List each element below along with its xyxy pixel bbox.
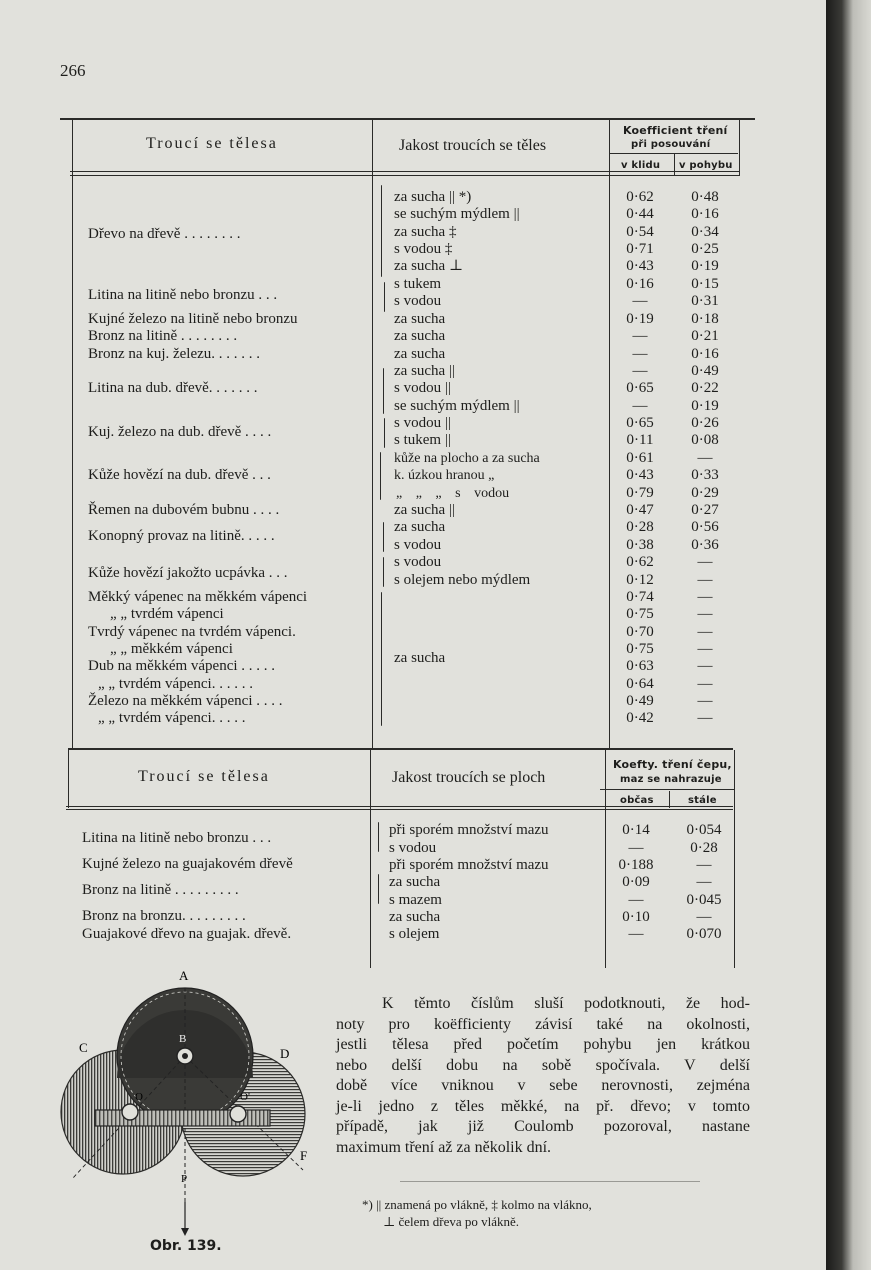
body-row: „ „ tvrdém vápenci — [110, 606, 224, 622]
value-cell: 0·42 — [626, 710, 654, 726]
arrow-head — [181, 1228, 189, 1236]
brace — [381, 185, 382, 277]
value-cell: 0·47 — [626, 502, 654, 518]
label-a: A — [179, 968, 189, 983]
paragraph-line: noty pro koëfficienty závisí také na okolnosti, — [336, 1015, 750, 1033]
table1-left-border — [72, 120, 73, 748]
figure-caption: Obr. 139. — [150, 1238, 222, 1254]
quality-row: za sucha || — [394, 363, 455, 379]
value-cell: 0·43 — [626, 258, 654, 274]
page-number: 266 — [60, 61, 86, 80]
value-cell: — — [632, 346, 648, 362]
value-cell: 0·44 — [626, 206, 654, 222]
quality-row: s olejem — [389, 926, 440, 942]
quality-row: za sucha — [389, 874, 441, 890]
body-row: Bronz na kuj. železu. . . . . . . — [88, 346, 261, 362]
table1-header-coef-2: při posouvání — [631, 139, 711, 150]
body-row: Konopný provaz na litině. . . . . — [88, 528, 275, 544]
value-cell: 0·19 — [691, 398, 719, 414]
table1-header-coef-1: Koefficient tření — [623, 124, 728, 137]
value-cell: 0·62 — [626, 554, 654, 570]
quality-row: se suchým mýdlem || — [394, 206, 520, 222]
value-cell: — — [697, 589, 713, 605]
quality-row: kůže na plocho a za sucha — [394, 451, 540, 466]
value-cell: 0·16 — [626, 276, 654, 292]
label-p: P — [181, 1173, 188, 1185]
body-row: Kuj. železo na dub. dřevě . . . . — [88, 424, 272, 440]
value-cell: 0·15 — [691, 276, 719, 292]
value-cell: 0·38 — [626, 537, 654, 553]
value-cell: — — [697, 676, 713, 692]
table2-right-border — [734, 750, 735, 968]
brace — [378, 874, 379, 904]
quality-row: při sporém množství mazu — [389, 857, 549, 873]
value-cell: 0·19 — [626, 311, 654, 327]
body-row: „ „ tvrdém vápenci. . . . . . — [98, 676, 253, 692]
value-cell: — — [632, 398, 648, 414]
value-cell: — — [697, 572, 713, 588]
body-row: Bronz na bronzu. . . . . . . . . — [82, 908, 246, 924]
value-cell: 0·22 — [691, 380, 719, 396]
paragraph-line: K těmto číslům sluší podotknouti, že hod- — [382, 995, 750, 1012]
quality-row: s tukem || — [394, 432, 451, 448]
brace — [378, 822, 379, 852]
value-cell: 0·70 — [626, 624, 654, 640]
value-cell: 0·54 — [626, 224, 654, 240]
table2-header-bodies: Troucí se tělesa — [138, 768, 270, 785]
value-cell: — — [697, 710, 713, 726]
body-row: Bronz na litině . . . . . . . . — [88, 328, 238, 344]
table2-col-divider-1 — [370, 750, 371, 968]
paragraph-line: je-li jedno z těles měkké, na př. dřevo; v tomto — [336, 1097, 750, 1115]
value-cell: 0·12 — [626, 572, 654, 588]
quality-row: za sucha — [394, 519, 446, 535]
quality-row: za sucha — [394, 311, 446, 327]
body-row: Kujné železo na guajakovém dřevě — [82, 856, 293, 872]
value-cell: 0·63 — [626, 658, 654, 674]
value-cell: — — [632, 293, 648, 309]
table1-header-motion: v pohybu — [679, 160, 733, 171]
body-row: Dřevo na dřevě . . . . . . . . — [88, 226, 241, 242]
table1-header-rest: v klidu — [621, 160, 661, 171]
value-cell: 0·09 — [622, 874, 650, 890]
quality-row: se suchým mýdlem || — [394, 398, 520, 414]
value-cell: 0·11 — [626, 432, 654, 448]
table1-bottom-rule — [68, 748, 733, 750]
body-row: Měkký vápenec na měkkém vápenci — [88, 589, 308, 605]
value-cell: — — [628, 892, 644, 908]
value-cell: 0·10 — [622, 909, 650, 925]
value-cell: — — [696, 909, 712, 925]
book-spine — [826, 0, 871, 1270]
value-cell: — — [632, 363, 648, 379]
value-cell: — — [628, 926, 644, 942]
table2-header-quality: Jakost troucích se ploch — [392, 769, 546, 786]
body-row: Kujné železo na litině nebo bronzu — [88, 311, 298, 327]
table1-header-rule-2 — [70, 175, 740, 176]
body-row: „ „ tvrdém vápenci. . . . . — [98, 710, 246, 726]
value-cell: 0·18 — [691, 311, 719, 327]
value-cell: 0·29 — [691, 485, 719, 501]
pivot-o — [122, 1104, 138, 1120]
paragraph-line: maximum tření až za několik dní. — [336, 1138, 552, 1156]
value-cell: 0·79 — [626, 485, 654, 501]
value-cell: 0·19 — [691, 258, 719, 274]
value-cell: 0·045 — [686, 892, 722, 908]
body-row: Kůže hovězí jakožto ucpávka . . . — [88, 565, 288, 581]
quality-row: za sucha — [394, 346, 446, 362]
brace — [384, 418, 385, 448]
quality-row: s vodou || — [394, 380, 451, 396]
value-cell: — — [697, 606, 713, 622]
value-cell: 0·33 — [691, 467, 719, 483]
value-cell: 0·65 — [626, 415, 654, 431]
value-cell: 0·26 — [691, 415, 719, 431]
table1-col-divider-1 — [372, 120, 373, 748]
paragraph-line: nebo delší dobu na sobě spočívala. V delší — [336, 1056, 750, 1074]
brace — [380, 452, 381, 500]
value-cell: 0·71 — [626, 241, 654, 257]
value-cell: — — [697, 658, 713, 674]
body-paragraph — [336, 994, 750, 1158]
value-cell: — — [628, 840, 644, 856]
value-cell: 0·070 — [686, 926, 722, 942]
body-row: Litina na dub. dřevě. . . . . . . — [88, 380, 258, 396]
body-row: Dub na měkkém vápenci . . . . . — [88, 658, 276, 674]
value-cell: 0·21 — [691, 328, 719, 344]
value-cell: — — [632, 328, 648, 344]
table2-col-divider-2 — [605, 750, 606, 968]
value-cell: 0·188 — [618, 857, 654, 873]
body-row: Litina na litině nebo bronzu . . . — [82, 830, 272, 846]
paragraph-line: případě, jak již Coulomb pozoroval, nastane — [336, 1118, 750, 1135]
table2-coef-subrule — [600, 789, 735, 790]
value-cell: 0·16 — [691, 346, 719, 362]
value-cell: — — [697, 554, 713, 570]
label-d: D — [280, 1046, 290, 1061]
pivot-o-prime — [230, 1106, 246, 1122]
table2-header-coef-1: Koefty. tření čepu, — [613, 758, 732, 771]
value-cell: 0·27 — [691, 502, 719, 518]
table2-header-sometimes: občas — [620, 795, 654, 806]
label-o: O — [135, 1091, 143, 1103]
value-cell: 0·16 — [691, 206, 719, 222]
value-cell: — — [696, 857, 712, 873]
body-row: Guajakové dřevo na guajak. dřevě. — [82, 926, 292, 942]
table1-header-quality: Jakost troucích se těles — [399, 137, 547, 154]
quality-row: za sucha — [394, 650, 446, 666]
value-cell: 0·36 — [691, 537, 719, 553]
quality-row: za sucha || — [394, 502, 455, 518]
body-row: Tvrdý vápenec na tvrdém vápenci. — [88, 624, 296, 640]
value-cell: 0·14 — [622, 822, 650, 838]
value-cell: 0·08 — [691, 432, 719, 448]
value-cell: — — [697, 641, 713, 657]
quality-row: za sucha || *) — [394, 189, 472, 205]
quality-row: k. úzkou hranou „ — [394, 468, 495, 483]
footnote-line-2: ⊥ čelem dřeva po vlákně. — [383, 1214, 520, 1229]
quality-row: s vodou — [394, 293, 442, 309]
table2-header-coef-2: maz se nahrazuje — [620, 774, 722, 785]
body-row: Kůže hovězí na dub. dřevě . . . — [88, 467, 271, 483]
value-cell: 0·64 — [626, 676, 654, 692]
paragraph-line: době více vniknou v sebe nerovnosti, zejména — [336, 1077, 750, 1094]
value-cell: 0·75 — [626, 641, 654, 657]
brace — [384, 282, 385, 312]
body-row: Bronz na litině . . . . . . . . . — [82, 882, 239, 898]
table2-left-border — [68, 750, 69, 808]
value-cell: 0·61 — [626, 450, 654, 466]
value-cell: 0·054 — [686, 822, 722, 838]
value-cell: 0·62 — [626, 189, 654, 205]
body-row: Železo na měkkém vápenci . . . . — [88, 693, 283, 709]
quality-row: za sucha — [394, 328, 446, 344]
paragraph-line: jestli tělesa před početím pohybu jen krátkou — [336, 1036, 750, 1053]
table1-header-bodies: Troucí se tělesa — [146, 135, 278, 152]
pivot-b-center — [182, 1053, 188, 1059]
value-cell: 0·25 — [691, 241, 719, 257]
value-cell: — — [697, 450, 713, 466]
table2-header-rule-2 — [66, 809, 733, 810]
value-cell: — — [696, 874, 712, 890]
table1-col-divider-3 — [674, 153, 675, 175]
value-cell: 0·28 — [690, 840, 718, 856]
brace — [383, 368, 384, 414]
value-cell: 0·49 — [691, 363, 719, 379]
value-cell: 0·65 — [626, 380, 654, 396]
brace — [383, 522, 384, 552]
quality-row: za sucha — [389, 909, 441, 925]
quality-row: s mazem — [389, 892, 442, 908]
body-row: Řemen na dubovém bubnu . . . . — [88, 502, 280, 518]
quality-row: za sucha ‡ — [394, 224, 457, 240]
table2-col-divider-3 — [669, 791, 670, 808]
quality-row: s vodou || — [394, 415, 451, 431]
body-row: „ „ měkkém vápenci — [110, 641, 233, 657]
brace — [383, 557, 384, 587]
footnote-rule — [400, 1181, 700, 1182]
table1-top-rule — [60, 118, 755, 120]
value-cell: 0·49 — [626, 693, 654, 709]
label-b: B — [179, 1033, 187, 1045]
value-cell: 0·74 — [626, 589, 654, 605]
quality-row: s vodou — [394, 537, 442, 553]
value-cell: 0·75 — [626, 606, 654, 622]
quality-row: za sucha ⊥ — [394, 258, 464, 274]
table1-right-border — [739, 120, 740, 175]
value-cell: 0·31 — [691, 293, 719, 309]
value-cell: — — [697, 624, 713, 640]
table1-col-divider-2 — [609, 120, 610, 748]
brace — [381, 592, 382, 726]
value-cell: 0·43 — [626, 467, 654, 483]
label-f: F — [300, 1148, 308, 1163]
friction-figure — [55, 960, 325, 1245]
quality-row: s tukem — [394, 276, 442, 292]
body-row: Litina na litině nebo bronzu . . . — [88, 287, 278, 303]
table2-header-always: stále — [688, 795, 717, 806]
quality-row: s vodou ‡ — [394, 241, 453, 257]
value-cell: 0·48 — [691, 189, 719, 205]
value-cell: — — [697, 693, 713, 709]
footnote-line-1: *) || znamená po vlákně, ‡ kolmo na vlákno, — [362, 1197, 592, 1212]
value-cell: 0·28 — [626, 519, 654, 535]
quality-row: s vodou — [389, 840, 437, 856]
quality-row: při sporém množství mazu — [389, 822, 549, 838]
quality-row: s vodou — [394, 554, 442, 570]
value-cell: 0·56 — [691, 519, 719, 535]
value-cell: 0·34 — [691, 224, 719, 240]
quality-row: s olejem nebo mýdlem — [394, 572, 531, 588]
label-c: C — [79, 1040, 88, 1055]
label-o-prime: O' — [240, 1091, 250, 1103]
quality-row: „ „ „ s vodou — [396, 486, 510, 501]
